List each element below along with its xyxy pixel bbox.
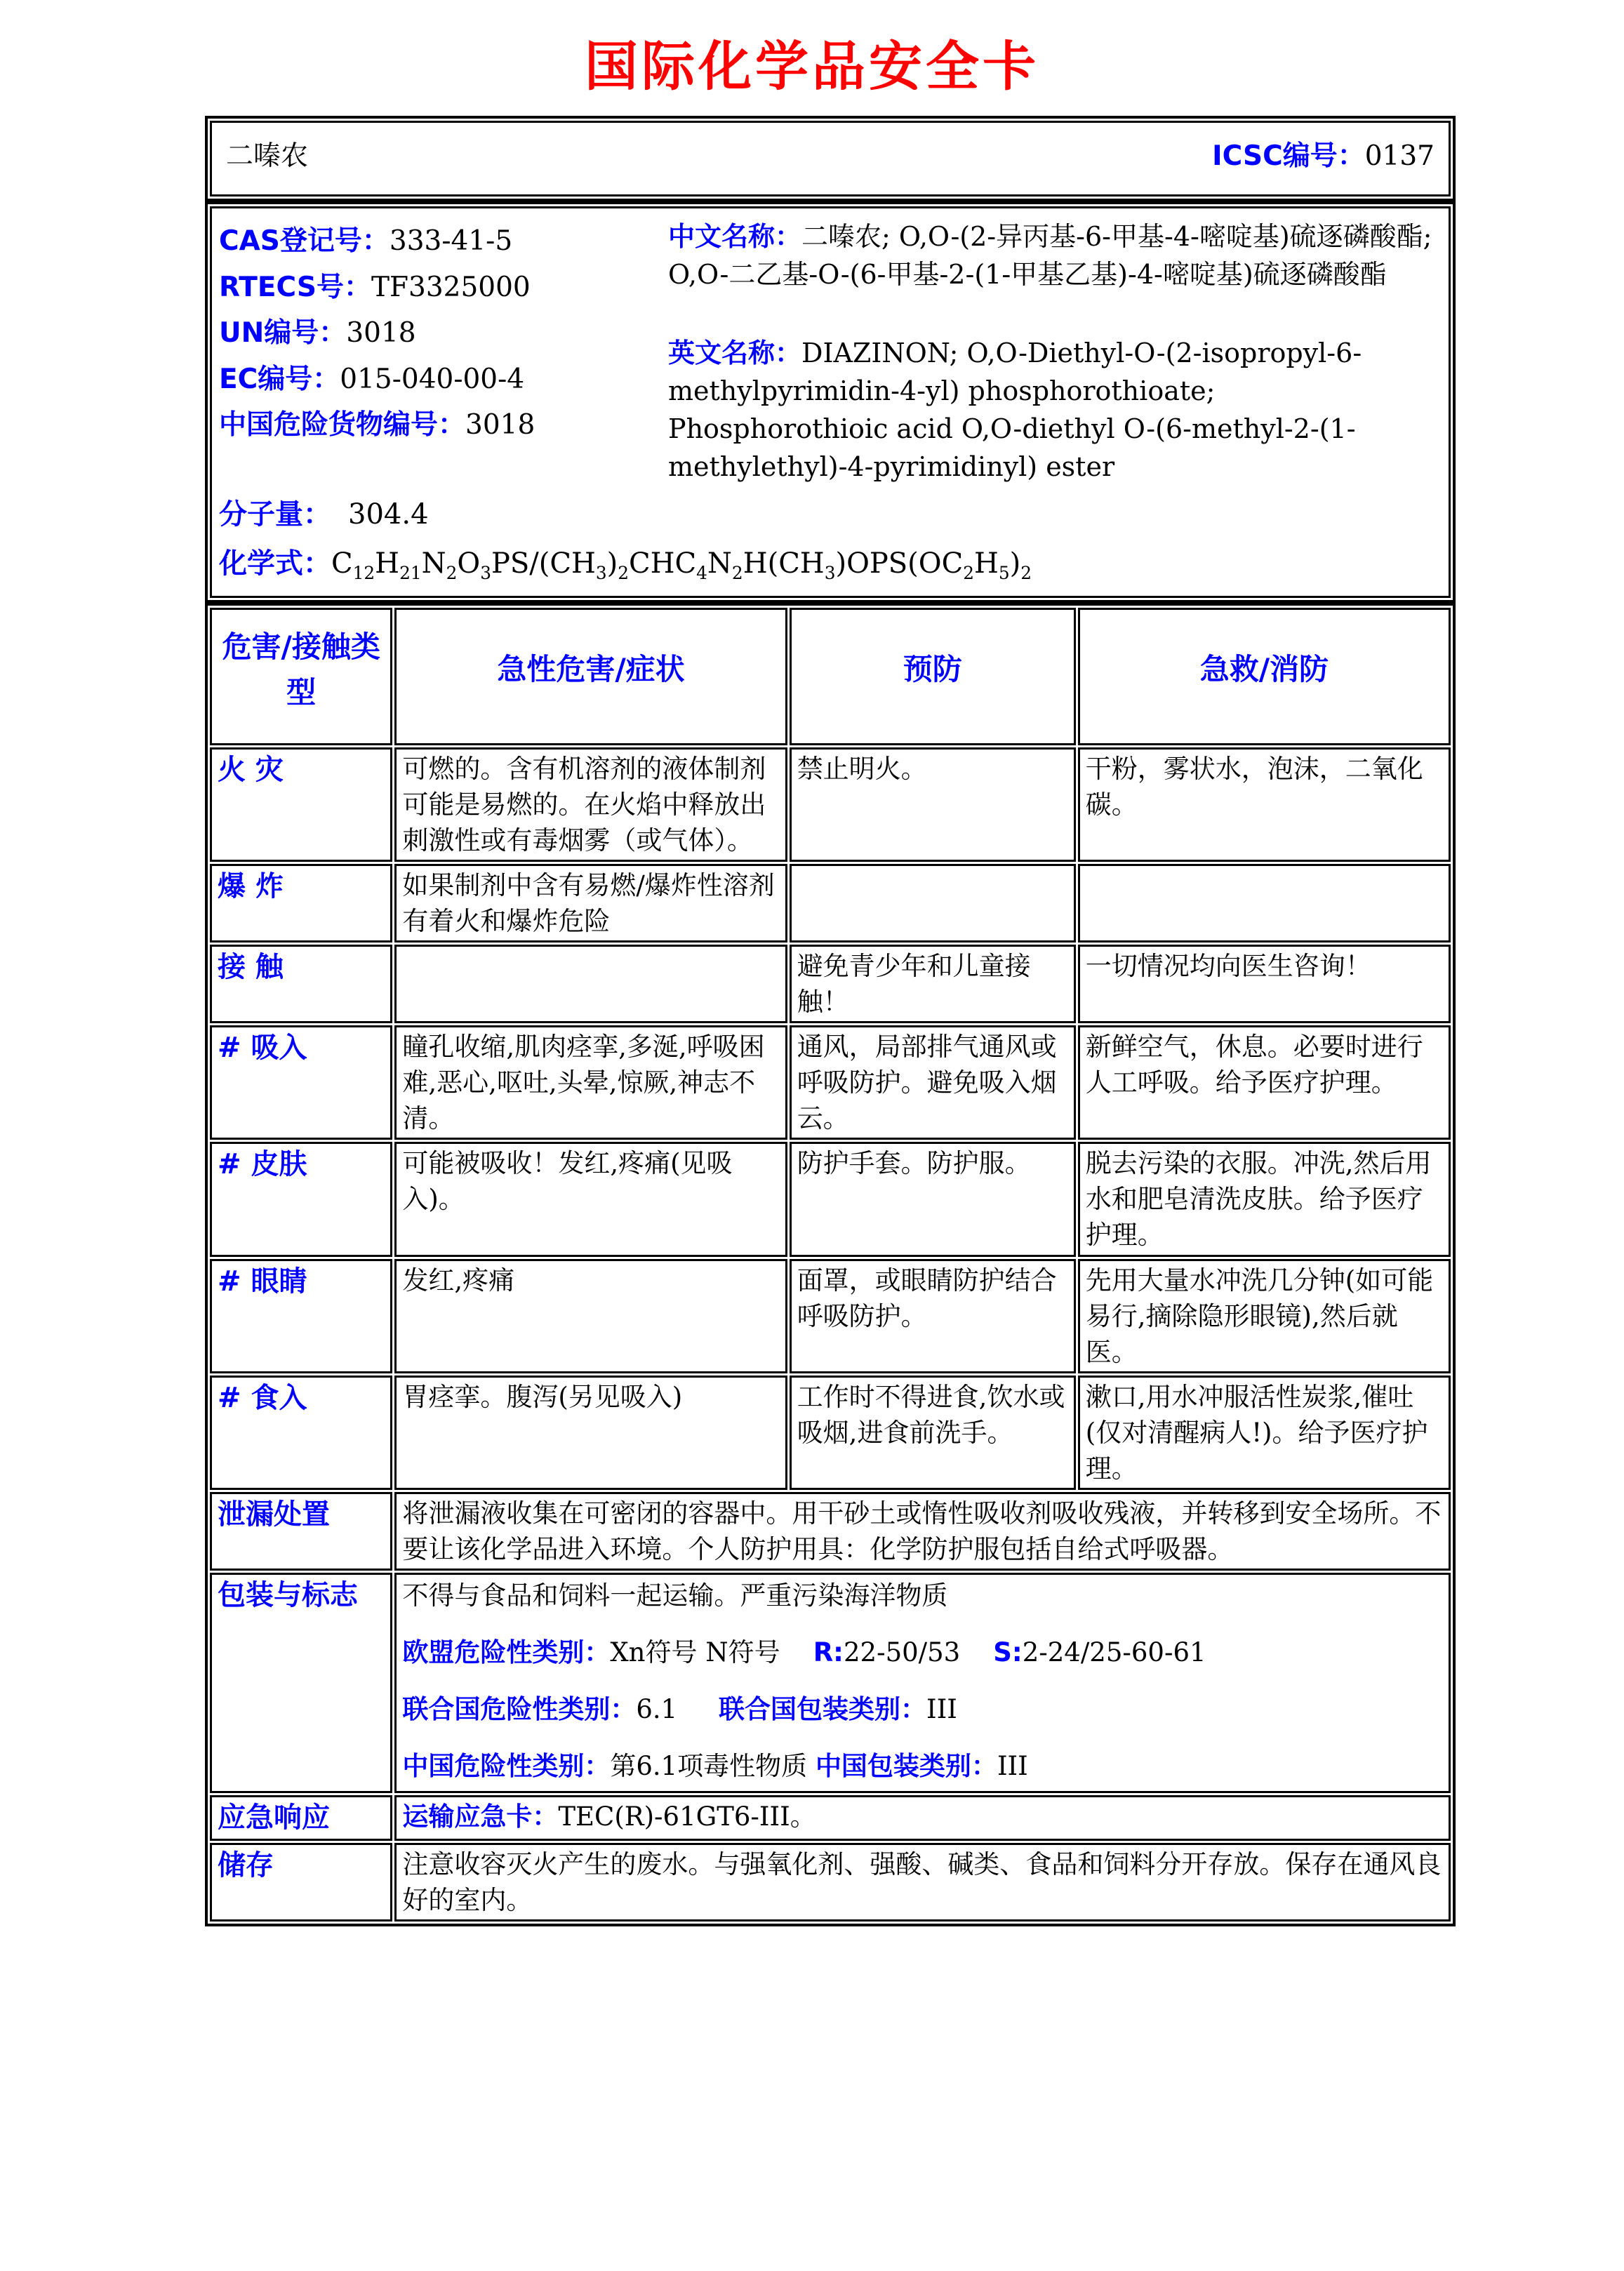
row-label-emergency-response: 应急响应 (210, 1795, 392, 1841)
inhalation-response-cell: 新鲜空气，休息。必要时进行人工呼吸。给予医疗护理。 (1078, 1025, 1451, 1140)
explosion-prevention-cell (790, 864, 1076, 943)
fire-response-cell: 干粉，雾状水，泡沫，二氧化碳。 (1078, 747, 1451, 862)
ec-number-line (219, 357, 668, 403)
cas-number-line (219, 218, 668, 265)
icsc-label: ICSC编号： (1212, 140, 1365, 172)
header-first-aid: 急救/消防 (1078, 608, 1451, 745)
hazard-table (205, 603, 1456, 1927)
exposure-symptoms-cell (394, 945, 787, 1023)
hazard-row-exposure (210, 945, 1451, 1023)
hazard-row-explosion (210, 864, 1451, 943)
row-label-exposure: 接 触 (210, 945, 392, 1023)
chemical-names (668, 218, 1437, 486)
fire-symptoms-cell: 可燃的。含有机溶剂的液体制剂可能是易燃的。在火焰中释放出刺激性或有毒烟雾（或气体）。 (394, 747, 787, 862)
explosion-response-cell (1078, 864, 1451, 943)
packaging-eu-classification: 欧盟危险性类别：Xn符号 N符号 R:22-50/53 S:2-24/25-60-61 (402, 1637, 1206, 1667)
row-label-skin: # 皮肤 (210, 1142, 392, 1256)
packaging-cn-classification: 中国危险性类别：第6.1项毒性物质 中国包装类别：III (402, 1751, 1028, 1782)
header-prevention: 预防 (790, 608, 1076, 745)
chemical-formula-label: 化学式： (219, 547, 331, 580)
substance-header-box (205, 116, 1456, 201)
spill-disposal-row (210, 1492, 1451, 1571)
spill-disposal-cell: 将泄漏液收集在可密闭的容器中。用干砂土或惰性吸收剂吸收残液，并转移到安全场所。不要让该化学品进入环境。个人防护用具：化学防护服包括自给式呼吸器。 (394, 1492, 1451, 1571)
molecular-weight-value: 304.4 (348, 498, 429, 531)
eyes-symptoms-cell: 发红,疼痛 (394, 1259, 787, 1373)
molecular-weight-label: 分子量： (219, 498, 331, 531)
hazard-row-fire (210, 747, 1451, 862)
un-label: UN编号： (219, 317, 347, 349)
rtecs-value: TF3325000 (371, 271, 531, 303)
row-label-packaging: 包装与标志 (210, 1573, 392, 1793)
china-dg-value: 3018 (465, 409, 535, 441)
substance-header-inner (210, 121, 1451, 197)
hazard-row-eyes (210, 1259, 1451, 1373)
hazard-header-row (210, 608, 1451, 745)
row-label-eyes: # 眼睛 (210, 1259, 392, 1373)
skin-prevention-cell: 防护手套。防护服。 (790, 1142, 1076, 1256)
row-label-spill-disposal: 泄漏处置 (210, 1492, 392, 1571)
storage-cell: 注意收容灭火产生的废水。与强氧化剂、强酸、碱类、食品和饲料分开存放。保存在通风良好的室内。 (394, 1843, 1451, 1922)
english-name-label: 英文名称： (668, 337, 802, 368)
molecular-weight-line (219, 493, 1437, 535)
row-label-storage: 储存 (210, 1843, 392, 1922)
explosion-symptoms-cell: 如果制剂中含有易燃/爆炸性溶剂有着火和爆炸危险 (394, 864, 787, 943)
english-name-value: DIAZINON; O,O-Diethyl-O-(2-isopropyl-6-methylpyrimidin-4-yl) phosphorothioate; Phosphorothioic acid O,O-diethyl O-(6-methyl-2-(1-methylethyl)-4-pyrimidinyl) ester (668, 337, 1362, 482)
skin-response-cell: 脱去污染的衣服。冲洗,然后用水和肥皂清洗皮肤。给予医疗护理。 (1078, 1142, 1451, 1256)
inhalation-prevention-cell: 通风，局部排气通风或呼吸防护。避免吸入烟云。 (790, 1025, 1076, 1140)
emergency-response-row (210, 1795, 1451, 1841)
row-label-explosion: 爆 炸 (210, 864, 392, 943)
icsc-number: 0137 (1364, 140, 1435, 172)
header-hazard-type: 危害/接触类型 (210, 608, 392, 745)
icsc-document (0, 24, 1624, 2271)
packaging-labelling-row (210, 1573, 1451, 1793)
row-label-fire: 火 灾 (210, 747, 392, 862)
hazard-row-ingestion (210, 1376, 1451, 1490)
china-dg-number-line (219, 402, 668, 448)
emergency-response-cell: 运输应急卡：TEC(R)-61GT6-III。 (394, 1795, 1451, 1841)
exposure-response-cell: 一切情况均向医生咨询！ (1078, 945, 1451, 1023)
page-title: 国际化学品安全卡 (585, 35, 1039, 98)
hazard-row-inhalation (210, 1025, 1451, 1140)
card-content (205, 116, 1456, 1926)
ingestion-prevention-cell: 工作时不得进食,饮水或吸烟,进食前洗手。 (790, 1376, 1076, 1490)
eyes-prevention-cell: 面罩，或眼睛防护结合呼吸防护。 (790, 1259, 1076, 1373)
packaging-cell (394, 1573, 1451, 1793)
chemical-formula-line (219, 542, 1437, 585)
inhalation-symptoms-cell: 瞳孔收缩,肌肉痉挛,多涎,呼吸困难,恶心,呕吐,头晕,惊厥,神志不清。 (394, 1025, 787, 1140)
registry-numbers (219, 218, 668, 486)
row-label-ingestion: # 食入 (210, 1376, 392, 1490)
identification-inner (210, 206, 1451, 598)
icsc-number-field (1212, 134, 1435, 173)
cas-value: 333-41-5 (389, 225, 513, 257)
ingestion-response-cell: 漱口,用水冲服活性炭浆,催吐(仅对清醒病人!)。给予医疗护理。 (1078, 1376, 1451, 1490)
packaging-un-classification: 联合国危险性类别：6.1 联合国包装类别：III (402, 1693, 957, 1724)
rtecs-label: RTECS号： (219, 271, 371, 303)
ingestion-symptoms-cell: 胃痉挛。腹泻(另见吸入) (394, 1376, 787, 1490)
substance-name: 二嗪农 (226, 140, 309, 172)
skin-symptoms-cell: 可能被吸收！发红,疼痛(见吸入)。 (394, 1142, 787, 1256)
fire-prevention-cell: 禁止明火。 (790, 747, 1076, 862)
chemical-formula-value: $C_{12}H_{21}N_2O_3PS/(CH_3)_2CHC_4N_2H(CH_3)OPS(OC_2H_5)_2$ (331, 547, 1032, 583)
row-label-inhalation: # 吸入 (210, 1025, 392, 1140)
ec-label: EC编号： (219, 363, 340, 395)
chinese-name-value: 二嗪农; O,O-(2-异丙基-6-甲基-4-嘧啶基)硫逐磷酸酯; O,O-二乙基-O-(6-甲基-2-(1-甲基乙基)-4-嘧啶基)硫逐磷酸酯 (668, 221, 1432, 290)
storage-row (210, 1843, 1451, 1922)
un-value: 3018 (346, 317, 416, 349)
eyes-response-cell: 先用大量水冲洗几分钟(如可能易行,摘除隐形眼镜),然后就医。 (1078, 1259, 1451, 1373)
hazard-row-skin (210, 1142, 1451, 1256)
header-acute-symptoms: 急性危害/症状 (394, 608, 787, 745)
china-dg-label: 中国危险货物编号： (219, 409, 466, 441)
ec-value: 015-040-00-4 (340, 363, 525, 395)
identification-box (205, 201, 1456, 603)
rtecs-number-line (219, 265, 668, 311)
english-name (668, 335, 1433, 486)
un-number-line (219, 310, 668, 357)
packaging-transport-note: 不得与食品和饲料一起运输。严重污染海洋物质 (402, 1580, 948, 1611)
chinese-name (668, 218, 1433, 294)
exposure-prevention-cell: 避免青少年和儿童接触！ (790, 945, 1076, 1023)
chinese-name-label: 中文名称： (668, 221, 802, 252)
cas-label: CAS登记号： (219, 225, 390, 257)
